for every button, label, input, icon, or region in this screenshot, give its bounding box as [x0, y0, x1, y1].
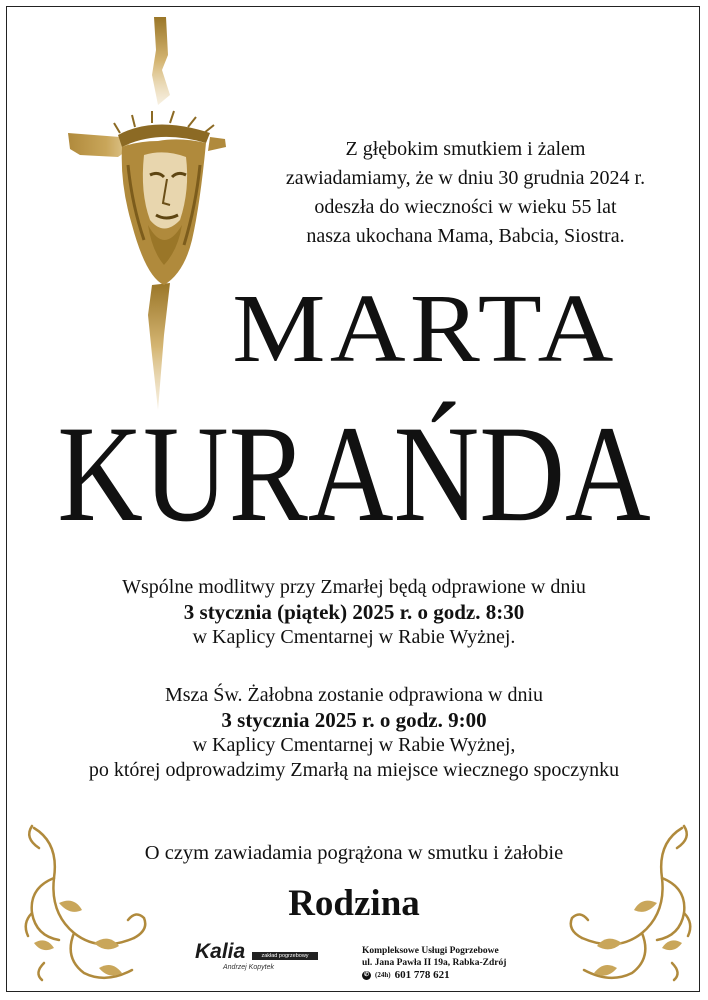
floral-ornament-icon [14, 818, 164, 986]
intro-line: Z głębokim smutkiem i żalem [345, 138, 586, 160]
intro-line: odeszła do wieczności w wieku 55 lat [314, 196, 617, 218]
prayers-place: w Kaplicy Cmentarnej w Rabie Wyżnej. [192, 626, 516, 648]
intro-line: zawiadamiamy, że w dniu 30 grudnia 2024 r. [285, 167, 646, 189]
signature: Rodzina [288, 883, 420, 924]
logo-owner: Andrzej Kopytek [223, 964, 274, 971]
contact-phone-row [362, 969, 537, 981]
phone-icon: ✆ [363, 971, 370, 978]
phone-number: 601 778 621 [394, 969, 450, 981]
phone-hours: (24h) [375, 971, 391, 979]
deceased-last-name: KURAŃDA [57, 397, 651, 550]
funeral-home-contact [362, 945, 537, 981]
funeral-home-logo [195, 940, 345, 975]
prayers-line: Wspólne modlitwy przy Zmarłej będą odprawione w dniu [122, 576, 586, 598]
jesus-face-icon [114, 111, 214, 285]
intro-line: nasza ukochana Mama, Babcia, Siostra. [306, 225, 625, 247]
mass-line: Msza Św. Żałobna zostanie odprawiona w dniu [164, 684, 544, 706]
logo-wordmark: Kalia [195, 940, 246, 963]
deceased-first-name: MARTA [232, 275, 618, 383]
prayers-info [0, 575, 708, 650]
mass-place: w Kaplicy Cmentarnej w Rabie Wyżnej, [192, 734, 516, 756]
contact-services: Kompleksowe Usługi Pogrzebowe [362, 946, 499, 956]
closing-line: O czym zawiadamia pogrążona w smutku i żałobie [144, 842, 564, 864]
prayers-date: 3 stycznia (piątek) 2025 r. o godz. 8:30 [183, 600, 525, 624]
intro-text [268, 135, 663, 251]
mass-burial: po której odprowadzimy Zmarłą na miejsce wiecznego spoczynku [88, 759, 620, 781]
logo-tagline: zakład pogrzebowy [252, 952, 318, 960]
floral-ornament-icon [552, 818, 702, 986]
mass-date: 3 stycznia 2025 r. o godz. 9:00 [221, 708, 487, 732]
mass-info [0, 683, 708, 783]
contact-address: ul. Jana Pawła II 19a, Rabka-Zdrój [362, 958, 507, 968]
